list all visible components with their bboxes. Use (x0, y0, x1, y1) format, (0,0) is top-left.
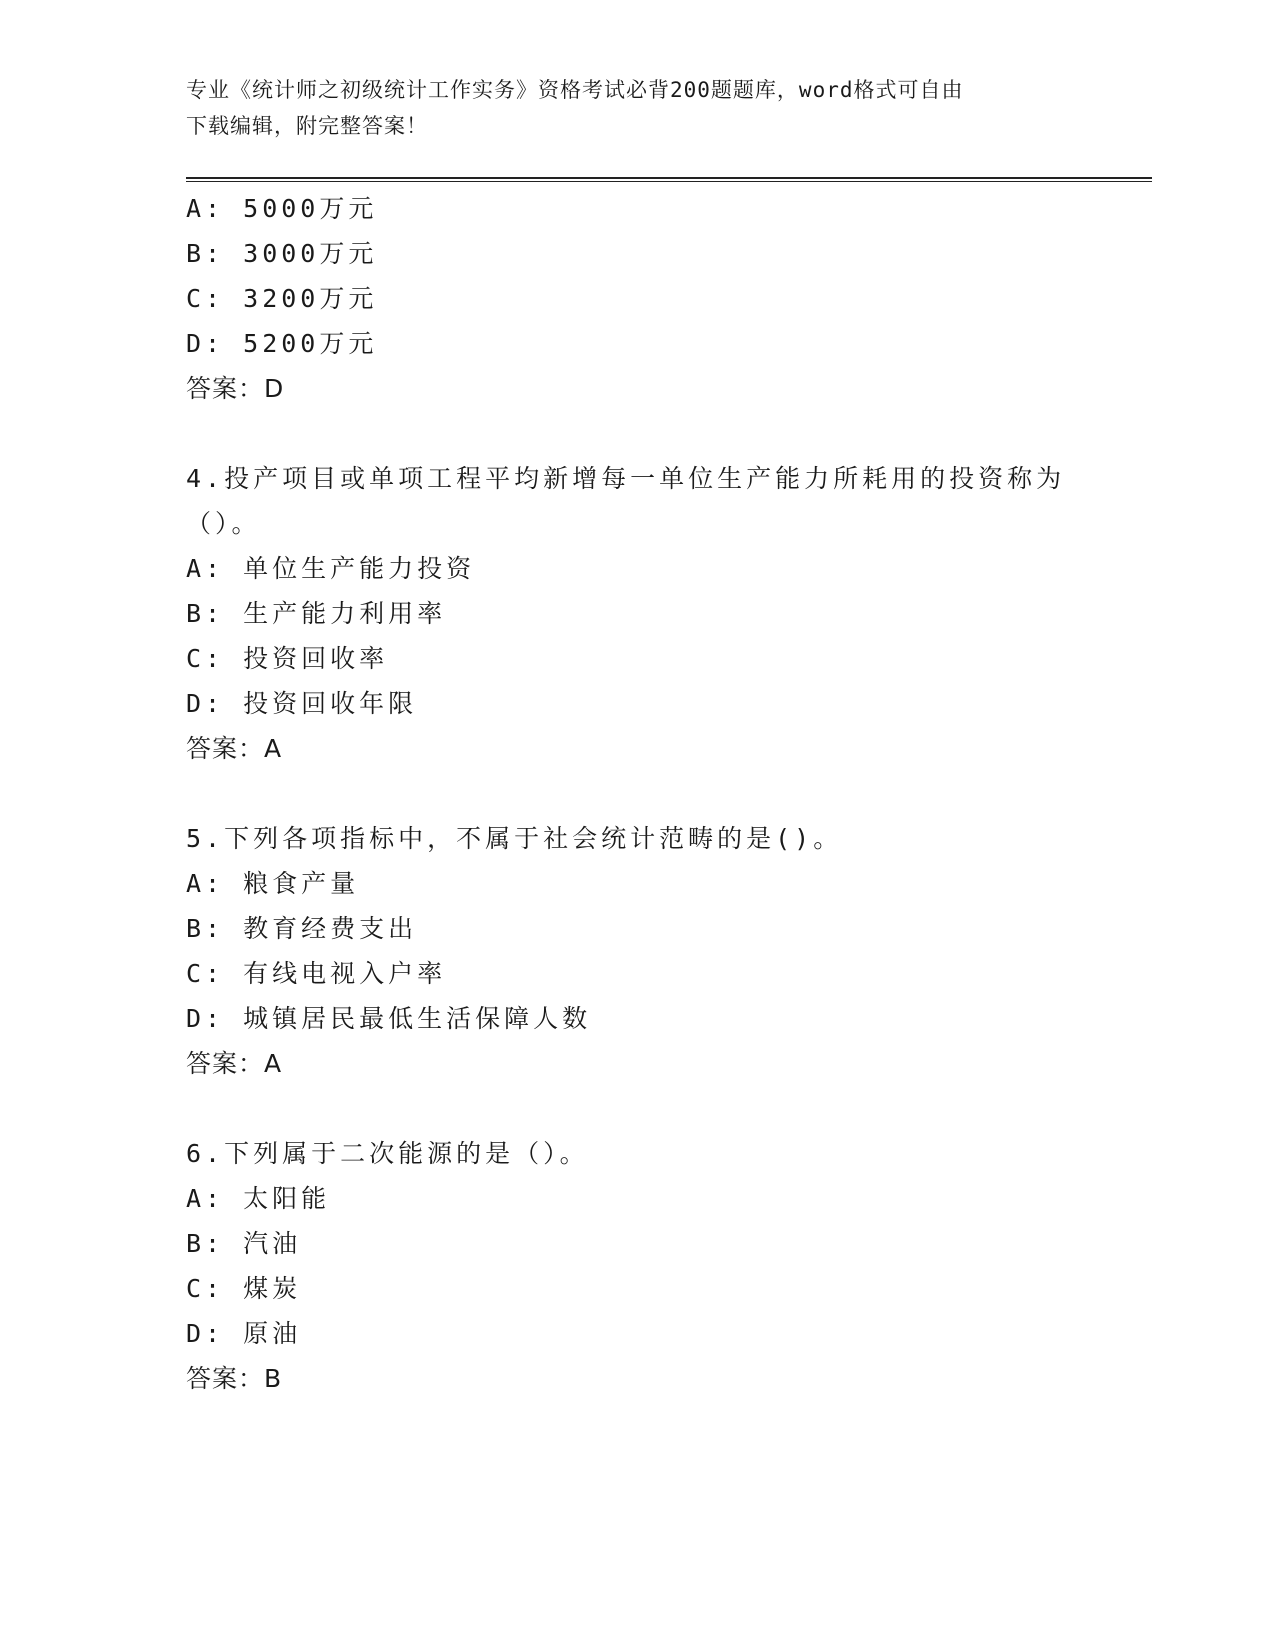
header-line-1: 专业《统计师之初级统计工作实务》资格考试必背200题题库，word格式可自由 (186, 78, 964, 102)
q4-option-c: C: 投资回收率 (186, 644, 389, 673)
q6-stem-line-1: 6.下列属于二次能源的是（）。 (186, 1139, 589, 1168)
q4-stem-line-2: （）。 (186, 509, 261, 538)
q5-option-d: D: 城镇居民最低生活保障人数 (186, 1004, 592, 1033)
q4-stem-line-1: 4.投产项目或单项工程平均新增每一单位生产能力所耗用的投资称为 (186, 464, 1066, 493)
q4-option-d: D: 投资回收年限 (186, 689, 418, 718)
q5-option-a: A: 粮食产量 (186, 869, 360, 898)
q3-option-a: A: 5000万元 (186, 194, 378, 223)
q3-option-d: D: 5200万元 (186, 329, 378, 358)
header-divider (186, 177, 1152, 182)
q5-option-b: B: 教育经费支出 (186, 914, 418, 943)
q4-answer: 答案：A (186, 734, 283, 763)
q5-option-c: C: 有线电视入户率 (186, 959, 447, 988)
q6-answer: 答案：B (186, 1364, 283, 1393)
q3-option-c: C: 3200万元 (186, 284, 378, 313)
q6-option-c: C: 煤炭 (186, 1274, 302, 1303)
q3-option-b: B: 3000万元 (186, 239, 378, 268)
q5-answer: 答案：A (186, 1049, 283, 1078)
q3-answer: 答案：D (186, 374, 285, 403)
q6-option-d: D: 原油 (186, 1319, 302, 1348)
q6-option-b: B: 汽油 (186, 1229, 302, 1258)
q5-stem-line-1: 5.下列各项指标中，不属于社会统计范畴的是()。 (186, 824, 843, 853)
q4-option-b: B: 生产能力利用率 (186, 599, 447, 628)
document-header (186, 72, 1066, 144)
q6-option-a: A: 太阳能 (186, 1184, 331, 1213)
header-line-2: 下载编辑，附完整答案！ (186, 114, 428, 138)
q4-option-a: A: 单位生产能力投资 (186, 554, 476, 583)
